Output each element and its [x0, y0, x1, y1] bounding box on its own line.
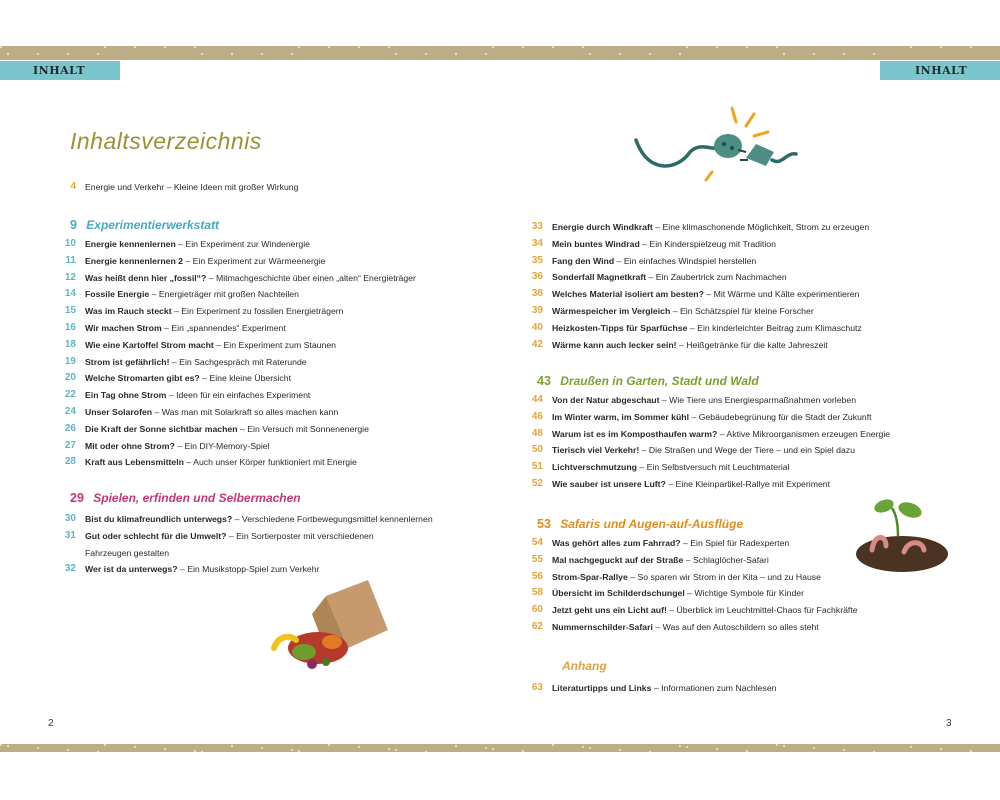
toc-page-number: 18	[64, 338, 76, 350]
toc-entry-description: – Ein Selbstversuch mit Leuchtmaterial	[636, 462, 790, 473]
toc-page-number: 63	[531, 682, 543, 693]
toc-entry-title: Wer ist da unterwegs?	[85, 564, 178, 575]
band-speck	[455, 745, 457, 747]
band-speck	[201, 53, 203, 55]
toc-page-number: 24	[64, 406, 76, 417]
section-heading-experimentierwerkstatt[interactable]	[70, 218, 219, 232]
band-speck	[910, 746, 912, 748]
bottom-border-band	[0, 744, 1000, 752]
band-speck	[582, 746, 584, 748]
band-speck	[873, 751, 875, 753]
toc-entry-description: – Ein Experiment zum Staunen	[213, 339, 336, 350]
soil-mound	[856, 536, 948, 572]
toc-entry-title: Die Kraft der Sonne sichtbar machen	[85, 423, 238, 434]
band-speck	[298, 46, 300, 48]
toc-entry[interactable]	[527, 322, 967, 339]
toc-page-number: 33	[531, 221, 543, 232]
toc-entry[interactable]	[527, 428, 967, 445]
toc-entry[interactable]	[60, 356, 500, 373]
toc-entry[interactable]	[60, 255, 500, 272]
toc-entry-description: – Die Straßen und Wege der Tiere – und ein Spiel dazu	[639, 445, 855, 456]
toc-entry[interactable]	[60, 513, 500, 530]
cable-right	[772, 154, 796, 162]
leaf-icon	[873, 497, 896, 515]
toc-entry-title: Energie durch Windkraft	[552, 222, 653, 232]
band-speck	[328, 46, 330, 48]
band-speck	[716, 748, 718, 750]
toc-entry[interactable]	[527, 221, 967, 238]
band-speck	[97, 53, 99, 55]
toc-entry-title: Sonderfall Magnetkraft	[552, 272, 647, 283]
toc-entry-title: Fang den Wind	[552, 255, 615, 266]
toc-page-number: 40	[531, 321, 543, 333]
toc-entry-description: – Eine kleine Übersicht	[199, 373, 291, 384]
band-speck	[679, 53, 681, 55]
band-speck	[522, 46, 524, 48]
toc-entry-appendix[interactable]	[527, 682, 967, 694]
toc-entry-description: – Eine Kleinpartikel-Rallye mit Experiment	[665, 479, 831, 489]
band-speck	[649, 751, 651, 753]
toc-entry-title: Nummernschilder-Safari	[552, 622, 653, 632]
toc-page-number: 22	[64, 389, 76, 401]
toc-entry[interactable]	[527, 604, 967, 621]
toc-entry-title: Bist du klimafreundlich unterwegs?	[85, 514, 233, 524]
toc-entry-description: – Gebäudebegrünung für die Stadt der Zukunft	[689, 411, 872, 422]
band-speck	[813, 747, 815, 749]
band-speck	[783, 53, 785, 55]
band-speck	[783, 745, 785, 747]
band-speck	[873, 53, 875, 55]
section-page-number: 29	[70, 491, 84, 505]
band-speck	[910, 46, 912, 48]
toc-entry-description: – Ein Sortierposter mit verschiedenen	[226, 530, 374, 541]
toc-entry[interactable]	[527, 478, 967, 495]
toc-entry-description: – Ein Spiel für Radexperten	[680, 538, 790, 548]
band-speck	[522, 750, 524, 752]
toc-entry[interactable]	[527, 288, 967, 305]
toc-entry-title: Lichtverschmutzung	[552, 462, 637, 473]
band-speck	[388, 46, 390, 48]
toc-entry[interactable]	[60, 238, 500, 255]
toc-page-number: 51	[531, 461, 543, 473]
toc-entry[interactable]	[527, 271, 967, 288]
band-speck	[291, 53, 293, 55]
band-speck	[164, 748, 166, 750]
toc-page-number: 58	[531, 587, 543, 599]
band-speck	[485, 53, 487, 55]
toc-entry-title: Gut oder schlecht für die Umwelt?	[85, 530, 227, 541]
page-number-right: 3	[946, 718, 952, 729]
toc-entry[interactable]	[60, 372, 500, 389]
band-speck	[425, 53, 427, 55]
toc-page-number: 34	[531, 237, 543, 249]
band-speck	[328, 744, 330, 746]
top-border-band	[0, 46, 1000, 60]
toc-entry-intro[interactable]	[60, 181, 500, 193]
band-speck	[7, 745, 9, 747]
toc-entry-description: – Informationen zum Nachlesen	[651, 683, 777, 693]
toc-entry-text: Energie und Verkehr – Kleine Ideen mit großer Wirkung	[85, 182, 299, 192]
toc-page-number: 4	[70, 181, 76, 192]
band-speck	[776, 744, 778, 746]
toc-entry-description: – Ein Musikstopp-Spiel zum Verkehr	[177, 564, 320, 575]
toc-page-number: 44	[531, 394, 543, 405]
appendix-heading[interactable]: Anhang	[562, 659, 607, 673]
toc-entry-title: Im Winter warm, im Sommer kühl	[552, 411, 690, 422]
band-speck	[194, 750, 196, 752]
toc-entry-description: – Ein Versuch mit Sonnenenergie	[237, 423, 369, 434]
toc-entry[interactable]	[527, 305, 967, 322]
toc-page-number: 15	[64, 305, 76, 317]
toc-page-number: 31	[64, 529, 76, 541]
toc-entry-title: Von der Natur abgeschaut	[552, 395, 660, 405]
toc-entry-title: Was im Rauch steckt	[85, 306, 172, 317]
toc-entry[interactable]	[60, 389, 500, 406]
section-heading-safaris[interactable]	[537, 517, 743, 531]
toc-entry-title: Mit oder ohne Strom?	[85, 440, 175, 451]
page-number-left: 2	[48, 718, 54, 729]
band-speck	[843, 749, 845, 751]
toc-entry-title: Kraft aus Lebensmitteln	[85, 457, 184, 468]
toc-page-number: 38	[531, 288, 543, 300]
toc-entry-description: – Ein Schätzspiel für kleine Forscher	[670, 306, 814, 316]
toc-entry-description: – So sparen wir Strom in der Kita – und zu Hause	[627, 571, 821, 582]
toc-page-number: 27	[64, 439, 76, 451]
toc-entry[interactable]	[527, 444, 967, 461]
toc-entry-description: – Eine klimaschonende Möglichkeit, Strom zu erzeugen	[652, 222, 870, 232]
toc-entry-description: – Was man mit Solarkraft so alles machen kann	[152, 407, 339, 417]
section-page-number: 43	[537, 374, 551, 388]
toc-entry-description: – Wie Tiere uns Energiesparmaßnahmen vorleben	[659, 395, 857, 405]
band-speck	[298, 750, 300, 752]
sprout-stem	[892, 508, 898, 536]
band-speck	[231, 53, 233, 55]
toc-entry-title: Wärme kann auch lecker sein!	[552, 339, 677, 350]
section-page-number: 9	[70, 218, 77, 232]
section-title: Safaris und Augen-auf-Ausflüge	[560, 517, 744, 531]
toc-entry[interactable]	[60, 530, 500, 564]
band-speck	[940, 748, 942, 750]
toc-page-number: 35	[531, 254, 543, 266]
toc-entry-title: Wie sauber ist unsere Luft?	[552, 479, 666, 489]
toc-entry-title: Strom ist gefährlich!	[85, 356, 170, 367]
band-speck	[970, 46, 972, 48]
band-speck	[261, 747, 263, 749]
toc-entry[interactable]	[60, 456, 500, 473]
toc-entry[interactable]	[60, 305, 500, 322]
toc-entry-title: Ein Tag ohne Strom	[85, 390, 167, 401]
toc-entry-description: – Ein einfaches Windspiel herstellen	[614, 255, 757, 266]
band-speck	[67, 53, 69, 55]
compost-worm-illustration	[852, 494, 952, 574]
toc-entry-title: Welche Stromarten gibt es?	[85, 373, 200, 384]
band-speck	[358, 746, 360, 748]
cable-left	[636, 140, 720, 166]
toc-entry-title: Übersicht im Schilderdschungel	[552, 588, 685, 599]
section-heading-spielen[interactable]	[70, 491, 301, 505]
toc-entry[interactable]	[527, 339, 967, 356]
toc-page-number: 11	[65, 254, 76, 266]
toc-entry[interactable]	[527, 461, 967, 478]
section-title: Experimentierwerkstatt	[86, 218, 220, 232]
toc-entry-title: Mal nachgeguckt auf der Straße	[552, 554, 684, 565]
toc-entry[interactable]	[60, 322, 500, 339]
band-speck	[940, 46, 942, 48]
toc-entry-title: Unser Solarofen	[85, 407, 153, 417]
band-speck	[134, 46, 136, 48]
band-speck	[843, 53, 845, 55]
band-speck	[589, 747, 591, 749]
band-speck	[134, 746, 136, 748]
toc-page-number: 62	[531, 621, 543, 632]
toc-entry-title: Warum ist es im Komposthaufen warm?	[552, 428, 718, 439]
toc-entry-title: Wir machen Strom	[85, 323, 162, 333]
toc-entry-description: – Ein Experiment zu fossilen Energieträgern	[171, 306, 344, 317]
band-speck	[813, 53, 815, 55]
toc-entry-title: Literaturtipps und Links	[552, 683, 652, 693]
band-speck	[552, 46, 554, 48]
toc-entry-description: – Ein Experiment zur Wärmeenergie	[183, 255, 326, 266]
band-speck	[261, 53, 263, 55]
band-speck	[104, 744, 106, 746]
toc-entry-description: – Energieträger mit großen Nachteilen	[149, 289, 299, 300]
toc-entry[interactable]	[527, 411, 967, 428]
toc-page-number: 10	[64, 238, 76, 249]
band-speck	[686, 746, 688, 748]
toc-entry-description: – Überblick im Leuchtmittel-Chaos für Fachkräfte	[666, 605, 858, 616]
toc-page-number: 55	[531, 553, 543, 565]
toc-entry-description: – Heißgetränke für die kalte Jahreszeit	[676, 339, 828, 350]
header-tab-left: INHALT	[0, 61, 120, 80]
toc-page-number: 54	[531, 537, 543, 548]
band-speck	[231, 745, 233, 747]
toc-page-number: 39	[531, 305, 543, 316]
band-speck	[485, 747, 487, 749]
band-speck	[716, 46, 718, 48]
toc-entry[interactable]	[60, 440, 500, 457]
band-speck	[194, 46, 196, 48]
toc-entry-title: Was gehört alles zum Fahrrad?	[552, 538, 681, 548]
toc-entry-description: – Ein „spannendes“ Experiment	[161, 323, 286, 333]
band-speck	[582, 46, 584, 48]
band-speck	[201, 751, 203, 753]
toc-entry-description: – Ein Kinderspielzeug mit Tradition	[639, 238, 776, 249]
band-speck	[619, 749, 621, 751]
toc-entry[interactable]	[60, 272, 500, 289]
toc-entry-title: Mein buntes Windrad	[552, 238, 640, 249]
toc-page-number: 36	[531, 271, 543, 283]
plug-icon	[738, 144, 774, 166]
toc-entry-description: – Aktive Mikroorganismen erzeugen Energie	[717, 428, 891, 439]
band-speck	[67, 749, 69, 751]
band-speck	[425, 751, 427, 753]
toc-entry-title: Energie kennenlernen 2	[85, 255, 184, 266]
toc-entry-title: Wärmespeicher im Vergleich	[552, 306, 671, 316]
band-speck	[37, 747, 39, 749]
toc-page-number: 26	[64, 422, 76, 434]
band-speck	[589, 53, 591, 55]
toc-entry-title: Wie eine Kartoffel Strom macht	[85, 339, 214, 350]
band-speck	[395, 749, 397, 751]
toc-page-number: 14	[64, 288, 76, 300]
toc-page-number: 56	[531, 570, 543, 582]
band-speck	[776, 46, 778, 48]
band-speck	[291, 749, 293, 751]
band-speck	[455, 53, 457, 55]
plug-illustration	[628, 100, 808, 190]
toc-page-number: 16	[64, 322, 76, 333]
band-speck	[97, 751, 99, 753]
vegetable-bag-illustration	[268, 578, 398, 688]
toc-entry[interactable]	[527, 255, 967, 272]
band-speck	[104, 46, 106, 48]
toc-page-number: 52	[531, 478, 543, 489]
toc-page-number: 12	[64, 271, 76, 283]
toc-page-number: 60	[531, 604, 543, 616]
band-speck	[970, 750, 972, 752]
toc-entry-title: Was heißt denn hier „fossil“?	[85, 272, 207, 283]
band-speck	[649, 53, 651, 55]
toc-entry-description: – Auch unser Körper funktioniert mit Energie	[183, 457, 357, 468]
toc-entry-description: – Ein kinderleichter Beitrag zum Klimaschutz	[687, 322, 862, 333]
toc-entry-description: – Wichtige Symbole für Kinder	[684, 588, 805, 599]
page-title: Inhaltsverzeichnis	[70, 128, 262, 154]
band-speck	[0, 744, 2, 746]
band-speck	[37, 53, 39, 55]
toc-page-number: 48	[531, 427, 543, 439]
band-speck	[686, 46, 688, 48]
toc-page-number: 19	[64, 355, 76, 367]
toc-entry-description: – Mit Wärme und Kälte experimentieren	[703, 289, 860, 300]
band-speck	[679, 745, 681, 747]
toc-entry[interactable]	[60, 423, 500, 440]
toc-entry-description-continued: Fahrzeugen gestalten	[85, 547, 170, 558]
toc-entry-title: Strom-Spar-Rallye	[552, 571, 628, 582]
toc-page-number: 50	[531, 444, 543, 456]
band-speck	[746, 46, 748, 48]
toc-entry-title: Energie kennenlernen	[85, 239, 176, 249]
toc-entry-description: – Ein Experiment zur Windenergie	[175, 239, 311, 249]
toc-page-number: 32	[64, 563, 76, 575]
toc-entry[interactable]	[527, 587, 967, 604]
toc-entry-description: – Ein Zaubertrick zum Nachmachen	[646, 272, 787, 283]
socket-plug-icon	[714, 134, 742, 158]
toc-page-number: 28	[64, 456, 76, 468]
band-speck	[492, 748, 494, 750]
toc-entry-description: – Ein Sachgespräch mit Raterunde	[169, 356, 307, 367]
band-speck	[746, 750, 748, 752]
toc-page-number: 20	[64, 372, 76, 384]
toc-entry[interactable]	[527, 394, 967, 411]
section-page-number: 53	[537, 517, 551, 531]
toc-entry-title: Fossile Energie	[85, 289, 150, 300]
toc-entry[interactable]	[60, 406, 500, 423]
band-speck	[164, 46, 166, 48]
section-title: Draußen in Garten, Stadt und Wald	[560, 374, 759, 388]
toc-entry-title: Heizkosten-Tipps für Sparfüchse	[552, 322, 688, 333]
toc-entry[interactable]	[60, 339, 500, 356]
band-speck	[388, 748, 390, 750]
header-tab-right: INHALT	[880, 61, 1000, 80]
section-heading-draussen[interactable]	[537, 374, 759, 388]
toc-entry-description: – Mitmachgeschichte über einen „alten“ Energieträger	[206, 272, 416, 283]
toc-entry-description: – Ein DIY-Memory-Spiel	[174, 440, 270, 451]
toc-entry-description: – Verschiedene Fortbewegungsmittel kennenlernen	[232, 514, 433, 524]
toc-entry[interactable]	[527, 621, 967, 638]
band-speck	[492, 46, 494, 48]
toc-entry-description: – Ideen für ein einfaches Experiment	[166, 390, 311, 401]
band-speck	[0, 46, 2, 48]
toc-page-number: 30	[64, 513, 76, 524]
band-speck	[552, 744, 554, 746]
toc-page-number: 46	[531, 410, 543, 422]
band-speck	[395, 53, 397, 55]
band-speck	[619, 53, 621, 55]
toc-entry-title: Jetzt geht uns ein Licht auf!	[552, 605, 667, 616]
band-speck	[7, 53, 9, 55]
toc-entry[interactable]	[527, 238, 967, 255]
toc-entry[interactable]	[60, 288, 500, 305]
toc-entry-description: – Was auf den Autoschildern so alles steht	[652, 622, 819, 632]
toc-page-number: 42	[531, 338, 543, 350]
toc-entry-title: Welches Material isoliert am besten?	[552, 289, 704, 300]
toc-entry-title: Tierisch viel Verkehr!	[552, 445, 640, 456]
band-speck	[358, 46, 360, 48]
section-title: Spielen, erfinden und Selbermachen	[93, 491, 301, 505]
toc-entry-description: – Schlaglöcher-Safari	[683, 554, 769, 565]
